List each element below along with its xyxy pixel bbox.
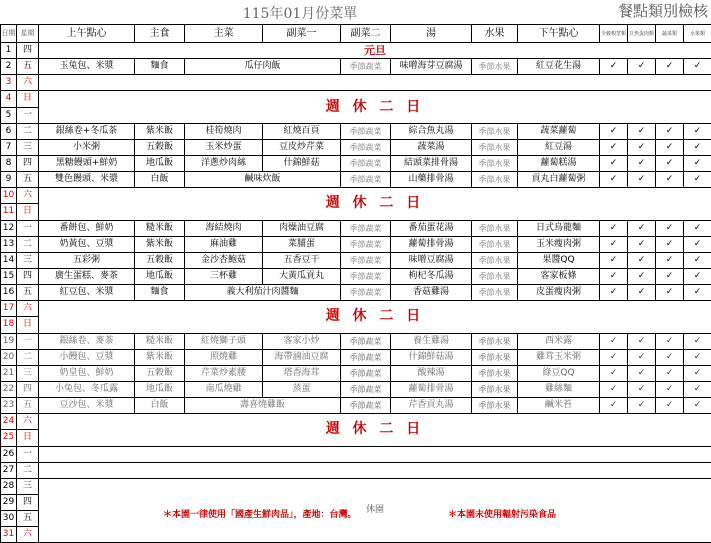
check-mark: ✓: [684, 172, 711, 188]
col-check-fruit: 水果類: [684, 25, 711, 43]
date-cell: 9: [1, 172, 17, 188]
staple-cell: 地瓜飯: [135, 381, 185, 397]
date-cell: 24: [1, 414, 17, 430]
check-mark: ✓: [628, 285, 656, 301]
weekday-cell: 三: [17, 139, 39, 155]
col-snack-pm: 下午點心: [518, 25, 600, 43]
check-mark: ✓: [656, 123, 684, 139]
staple-cell: 五穀飯: [135, 139, 185, 155]
weekday-cell: 五: [17, 398, 39, 414]
weekday-cell: 五: [17, 511, 39, 527]
check-mark: ✓: [656, 333, 684, 349]
weekday-cell: 六: [17, 301, 39, 317]
menu-row: [1, 398, 711, 414]
side-dish-2-cell: 季節蔬菜: [341, 398, 391, 414]
soup-cell: 綜合魚丸湯: [391, 123, 472, 139]
check-mark: ✓: [656, 365, 684, 381]
check-mark: ✓: [684, 123, 711, 139]
main-dish-cell: 海結燒肉: [185, 220, 263, 236]
column-header-row: [1, 25, 711, 43]
side-dish-2-cell: 季節蔬菜: [341, 59, 391, 75]
check-mark: ✓: [628, 252, 656, 268]
side-dish-cell: 大黃瓜貢丸: [263, 268, 341, 284]
weekday-cell: 六: [17, 188, 39, 204]
date-cell: 1: [1, 43, 17, 59]
menu-row: [1, 139, 711, 155]
weekday-cell: 二: [17, 236, 39, 252]
snack-am-cell: 番餅包、鮮奶: [39, 220, 135, 236]
check-mark: ✓: [684, 59, 711, 75]
weekday-cell: 一: [17, 107, 39, 123]
check-mark: ✓: [656, 252, 684, 268]
fruit-cell: 季節水果: [472, 333, 518, 349]
check-mark: ✓: [656, 349, 684, 365]
menu-table: [0, 24, 711, 543]
check-mark: ✓: [600, 59, 628, 75]
snack-am-cell: 小饅包、豆漿: [39, 349, 135, 365]
check-mark: ✓: [656, 268, 684, 284]
side-dish-2-cell: 季節蔬菜: [341, 252, 391, 268]
check-mark: ✓: [628, 349, 656, 365]
snack-am-cell: 銀絲卷+冬瓜茶: [39, 123, 135, 139]
main-dish-cell: 義大利茄汁肉醬麵: [185, 285, 341, 301]
menu-row: [1, 446, 711, 462]
check-mark: ✓: [656, 285, 684, 301]
side-dish-cell: 什錦鮮菇: [263, 155, 341, 171]
col-main: 主菜: [185, 25, 263, 43]
snack-pm-cell: 客家板條: [518, 268, 600, 284]
date-cell: 30: [1, 511, 17, 527]
weekday-cell: 四: [17, 268, 39, 284]
snack-am-cell: 廣生蛋糕、麥茶: [39, 268, 135, 284]
menu-row: [1, 43, 711, 59]
main-dish-cell: 紅燒獅子頭: [185, 333, 263, 349]
side-dish-cell: 豆皮炒芹菜: [263, 139, 341, 155]
date-cell: 23: [1, 398, 17, 414]
weekday-cell: 五: [17, 172, 39, 188]
check-mark: ✓: [684, 268, 711, 284]
check-mark: ✓: [684, 398, 711, 414]
weekday-cell: 六: [17, 527, 39, 543]
menu-row: [1, 75, 711, 91]
fruit-cell: 季節水果: [472, 285, 518, 301]
staple-cell: 紫米飯: [135, 236, 185, 252]
menu-row: [1, 365, 711, 381]
side-dish-2-cell: 季節蔬菜: [341, 268, 391, 284]
side-dish-2-cell: 季節蔬菜: [341, 333, 391, 349]
weekday-cell: 三: [17, 365, 39, 381]
check-mark: ✓: [600, 365, 628, 381]
check-mark: ✓: [656, 59, 684, 75]
check-mark: ✓: [628, 123, 656, 139]
check-mark: ✓: [628, 381, 656, 397]
side-dish-2-cell: 季節蔬菜: [341, 220, 391, 236]
weekday-cell: 一: [17, 446, 39, 462]
check-mark: ✓: [656, 172, 684, 188]
check-mark: ✓: [684, 285, 711, 301]
snack-am-cell: 小兔包、冬瓜露: [39, 381, 135, 397]
side-dish-cell: 客家小炒: [263, 333, 341, 349]
snack-pm-cell: 果醬QQ: [518, 252, 600, 268]
date-cell: 11: [1, 204, 17, 220]
main-dish-cell: 桂筍燒肉: [185, 123, 263, 139]
check-mark: ✓: [600, 398, 628, 414]
fruit-cell: 季節水果: [472, 349, 518, 365]
staple-cell: 地瓜飯: [135, 268, 185, 284]
date-cell: 4: [1, 91, 17, 107]
menu-row: [1, 462, 711, 478]
weekday-cell: 六: [17, 75, 39, 91]
weekday-cell: 四: [17, 155, 39, 171]
side-dish-cell: 蒸蛋: [263, 381, 341, 397]
check-mark: ✓: [656, 139, 684, 155]
check-mark: ✓: [600, 252, 628, 268]
snack-am-cell: 玉兔包、米漿: [39, 59, 135, 75]
check-mark: ✓: [628, 139, 656, 155]
staple-cell: 紫米飯: [135, 123, 185, 139]
weekend-banner: 週 休 二 日: [39, 188, 711, 220]
check-mark: ✓: [656, 155, 684, 171]
sheet-header: [0, 0, 711, 24]
date-cell: 26: [1, 446, 17, 462]
weekend-banner: 週 休 二 日: [39, 414, 711, 446]
check-mark: ✓: [628, 236, 656, 252]
school-closed-cell: 休園: [39, 478, 711, 543]
soup-cell: 蔬菜湯: [391, 139, 472, 155]
soup-cell: 蘿蔔排骨湯: [391, 381, 472, 397]
soup-cell: 結頭菜排骨湯: [391, 155, 472, 171]
snack-am-cell: 黑糖饅頭+鮮奶: [39, 155, 135, 171]
soup-cell: 番茄蛋花湯: [391, 220, 472, 236]
date-cell: 20: [1, 349, 17, 365]
snack-pm-cell: 蔬菜蘿蔔: [518, 123, 600, 139]
weekend-banner: 週 休 二 日: [39, 301, 711, 333]
fruit-cell: 季節水果: [472, 365, 518, 381]
menu-row: [1, 381, 711, 397]
menu-row: [1, 59, 711, 75]
weekday-cell: 一: [17, 333, 39, 349]
weekday-cell: 四: [17, 381, 39, 397]
main-dish-cell: 三杯雞: [185, 268, 263, 284]
col-snack-am: 上午點心: [39, 25, 135, 43]
snack-pm-cell: 玉米瘦肉粥: [518, 236, 600, 252]
snack-am-cell: 豆沙包、米漿: [39, 398, 135, 414]
col-check-grains: 全穀根莖類: [600, 25, 628, 43]
check-mark: ✓: [628, 268, 656, 284]
main-dish-cell: 鹹味炊飯: [185, 172, 341, 188]
soup-cell: 芹香貢丸湯: [391, 398, 472, 414]
side-dish-2-cell: 季節蔬菜: [341, 139, 391, 155]
fruit-cell: 季節水果: [472, 220, 518, 236]
check-mark: ✓: [684, 349, 711, 365]
col-check-veg: 蔬菜類: [656, 25, 684, 43]
date-cell: 12: [1, 220, 17, 236]
date-cell: 29: [1, 494, 17, 510]
page-title: 115年01月份菜單: [200, 3, 400, 23]
menu-row: [1, 268, 711, 284]
fruit-cell: 季節水果: [472, 252, 518, 268]
staple-cell: 白飯: [135, 172, 185, 188]
main-dish-cell: 壽喜燒雞飯: [185, 398, 341, 414]
check-mark: ✓: [684, 220, 711, 236]
weekday-cell: 二: [17, 123, 39, 139]
check-mark: ✓: [600, 155, 628, 171]
col-weekday: 星期: [17, 25, 39, 43]
snack-pm-cell: 西米露: [518, 333, 600, 349]
staple-cell: 白飯: [135, 398, 185, 414]
date-cell: 14: [1, 252, 17, 268]
weekday-cell: 一: [17, 220, 39, 236]
soup-cell: 山藥排骨湯: [391, 172, 472, 188]
snack-pm-cell: 綠豆QQ: [518, 365, 600, 381]
snack-am-cell: 雙色饅頭、米漿: [39, 172, 135, 188]
check-mark: ✓: [600, 285, 628, 301]
date-cell: 27: [1, 462, 17, 478]
check-mark: ✓: [600, 381, 628, 397]
weekday-cell: 日: [17, 430, 39, 446]
fruit-cell: 季節水果: [472, 123, 518, 139]
side-dish-2-cell: 季節蔬菜: [341, 123, 391, 139]
staple-cell: 紫米飯: [135, 349, 185, 365]
weekday-cell: 日: [17, 204, 39, 220]
menu-row: [1, 91, 711, 107]
staple-cell: 麵食: [135, 285, 185, 301]
empty-cell: [39, 462, 711, 478]
main-dish-cell: 洋蔥炒肉絲: [185, 155, 263, 171]
check-mark: ✓: [600, 349, 628, 365]
weekday-cell: 五: [17, 59, 39, 75]
check-mark: ✓: [656, 236, 684, 252]
weekday-cell: 二: [17, 349, 39, 365]
check-mark: ✓: [684, 252, 711, 268]
weekday-cell: 六: [17, 414, 39, 430]
date-cell: 6: [1, 123, 17, 139]
empty-cell: [39, 75, 711, 91]
side-dish-cell: 海帶滷油豆腐: [263, 349, 341, 365]
check-mark: ✓: [684, 381, 711, 397]
empty-cell: [39, 446, 711, 462]
snack-am-cell: 銀絲卷、麥茶: [39, 333, 135, 349]
check-mark: ✓: [684, 333, 711, 349]
menu-row: [1, 301, 711, 317]
menu-row: [1, 285, 711, 301]
snack-am-cell: 奶皇包、鮮奶: [39, 365, 135, 381]
snack-pm-cell: 紅豆湯: [518, 139, 600, 155]
side-dish-cell: 菜脯蛋: [263, 236, 341, 252]
footer-note-meat: ＊本園一律使用「國產生鮮肉品」，產地：台灣。: [163, 507, 357, 520]
soup-cell: 味噌海芽豆腐湯: [391, 59, 472, 75]
fruit-cell: 季節水果: [472, 139, 518, 155]
menu-row: [1, 220, 711, 236]
snack-am-cell: 五彩粥: [39, 252, 135, 268]
date-cell: 19: [1, 333, 17, 349]
check-mark: ✓: [600, 236, 628, 252]
staple-cell: 地瓜飯: [135, 155, 185, 171]
date-cell: 13: [1, 236, 17, 252]
check-header-label: 餐點類別檢核: [618, 0, 708, 21]
side-dish-2-cell: 季節蔬菜: [341, 349, 391, 365]
date-cell: 15: [1, 268, 17, 284]
weekend-banner: 週 休 二 日: [39, 91, 711, 123]
menu-row: [1, 188, 711, 204]
date-cell: 16: [1, 285, 17, 301]
check-mark: ✓: [684, 236, 711, 252]
snack-am-cell: 小米粥: [39, 139, 135, 155]
date-cell: 3: [1, 75, 17, 91]
footer-note-radiation: ＊本園未使用輻射污染食品: [448, 507, 556, 520]
main-dish-cell: 麻油雞: [185, 236, 263, 252]
check-mark: ✓: [628, 172, 656, 188]
soup-cell: 味噌豆腐湯: [391, 252, 472, 268]
weekday-cell: 五: [17, 285, 39, 301]
main-dish-cell: 瓜仔肉飯: [185, 59, 341, 75]
weekday-cell: 三: [17, 252, 39, 268]
check-mark: ✓: [628, 398, 656, 414]
main-dish-cell: 照燒雞: [185, 349, 263, 365]
staple-cell: 麵食: [135, 59, 185, 75]
side-dish-2-cell: 季節蔬菜: [341, 155, 391, 171]
fruit-cell: 季節水果: [472, 155, 518, 171]
side-dish-cell: 肉燥油豆腐: [263, 220, 341, 236]
check-mark: ✓: [600, 123, 628, 139]
staple-cell: 五穀飯: [135, 252, 185, 268]
soup-cell: 養生雞湯: [391, 333, 472, 349]
weekday-cell: 四: [17, 43, 39, 59]
main-dish-cell: 金沙杏鮑菇: [185, 252, 263, 268]
col-date: 日期: [1, 25, 17, 43]
snack-am-cell: 紅豆包、米漿: [39, 285, 135, 301]
snack-pm-cell: 雞茸玉米粥: [518, 349, 600, 365]
main-dish-cell: 芹菜炒素腰: [185, 365, 263, 381]
check-mark: ✓: [684, 139, 711, 155]
menu-row: [1, 155, 711, 171]
col-check-protein: 豆魚蛋肉類: [628, 25, 656, 43]
date-cell: 5: [1, 107, 17, 123]
weekday-cell: 日: [17, 91, 39, 107]
snack-pm-cell: 皮蛋瘦肉粥: [518, 285, 600, 301]
date-cell: 8: [1, 155, 17, 171]
weekday-cell: 二: [17, 462, 39, 478]
weekday-cell: 日: [17, 317, 39, 333]
check-mark: ✓: [656, 220, 684, 236]
check-mark: ✓: [600, 172, 628, 188]
main-dish-cell: 南瓜燒雞: [185, 381, 263, 397]
menu-row: [1, 414, 711, 430]
snack-pm-cell: 日式烏龍麵: [518, 220, 600, 236]
main-dish-cell: 玉米炒蛋: [185, 139, 263, 155]
col-side1: 副菜一: [263, 25, 341, 43]
date-cell: 7: [1, 139, 17, 155]
check-mark: ✓: [628, 59, 656, 75]
check-mark: ✓: [600, 139, 628, 155]
snack-pm-cell: 蘿蔔糕湯: [518, 155, 600, 171]
weekday-cell: 四: [17, 494, 39, 510]
holiday-banner: 元旦: [39, 43, 711, 59]
side-dish-2-cell: 季節蔬菜: [341, 236, 391, 252]
footer: [0, 507, 711, 521]
date-cell: 21: [1, 365, 17, 381]
side-dish-cell: 塔香海茸: [263, 365, 341, 381]
fruit-cell: 季節水果: [472, 398, 518, 414]
snack-pm-cell: 貢丸白蘿蔔粥: [518, 172, 600, 188]
date-cell: 10: [1, 188, 17, 204]
side-dish-2-cell: 季節蔬菜: [341, 381, 391, 397]
check-mark: ✓: [628, 155, 656, 171]
soup-cell: 香菇雞湯: [391, 285, 472, 301]
date-cell: 31: [1, 527, 17, 543]
menu-row: [1, 172, 711, 188]
check-mark: ✓: [684, 155, 711, 171]
date-cell: 17: [1, 301, 17, 317]
menu-row: [1, 333, 711, 349]
side-dish-2-cell: 季節蔬菜: [341, 285, 391, 301]
check-mark: ✓: [600, 220, 628, 236]
date-cell: 2: [1, 59, 17, 75]
menu-row: [1, 478, 711, 494]
col-staple: 主食: [135, 25, 185, 43]
fruit-cell: 季節水果: [472, 59, 518, 75]
menu-row: [1, 252, 711, 268]
staple-cell: 糙米飯: [135, 220, 185, 236]
soup-cell: 枸杞冬瓜湯: [391, 268, 472, 284]
col-soup: 湯: [391, 25, 472, 43]
fruit-cell: 季節水果: [472, 268, 518, 284]
weekday-cell: 三: [17, 478, 39, 494]
snack-pm-cell: 雞絲麵: [518, 381, 600, 397]
check-mark: ✓: [684, 365, 711, 381]
check-mark: ✓: [656, 398, 684, 414]
soup-cell: 蘿蔔排骨湯: [391, 236, 472, 252]
check-mark: ✓: [628, 220, 656, 236]
staple-cell: 糙米飯: [135, 333, 185, 349]
check-mark: ✓: [600, 333, 628, 349]
snack-pm-cell: 鹹米苔: [518, 398, 600, 414]
soup-cell: 什錦鮮菇湯: [391, 349, 472, 365]
date-cell: 18: [1, 317, 17, 333]
col-fruit: 水果: [472, 25, 518, 43]
side-dish-2-cell: 季節蔬菜: [341, 172, 391, 188]
fruit-cell: 季節水果: [472, 381, 518, 397]
check-mark: ✓: [628, 365, 656, 381]
menu-row: [1, 123, 711, 139]
date-cell: 25: [1, 430, 17, 446]
check-mark: ✓: [600, 268, 628, 284]
check-mark: ✓: [628, 333, 656, 349]
side-dish-2-cell: 季節蔬菜: [341, 365, 391, 381]
side-dish-cell: 紅燒百頁: [263, 123, 341, 139]
soup-cell: 酸辣湯: [391, 365, 472, 381]
date-cell: 28: [1, 478, 17, 494]
check-mark: ✓: [656, 381, 684, 397]
staple-cell: 五穀飯: [135, 365, 185, 381]
side-dish-cell: 五香豆干: [263, 252, 341, 268]
menu-row: [1, 349, 711, 365]
fruit-cell: 季節水果: [472, 172, 518, 188]
col-side2: 副菜二: [341, 25, 391, 43]
fruit-cell: 季節水果: [472, 236, 518, 252]
snack-am-cell: 奶黃包、豆漿: [39, 236, 135, 252]
date-cell: 22: [1, 381, 17, 397]
snack-pm-cell: 紅豆花生湯: [518, 59, 600, 75]
menu-row: [1, 236, 711, 252]
